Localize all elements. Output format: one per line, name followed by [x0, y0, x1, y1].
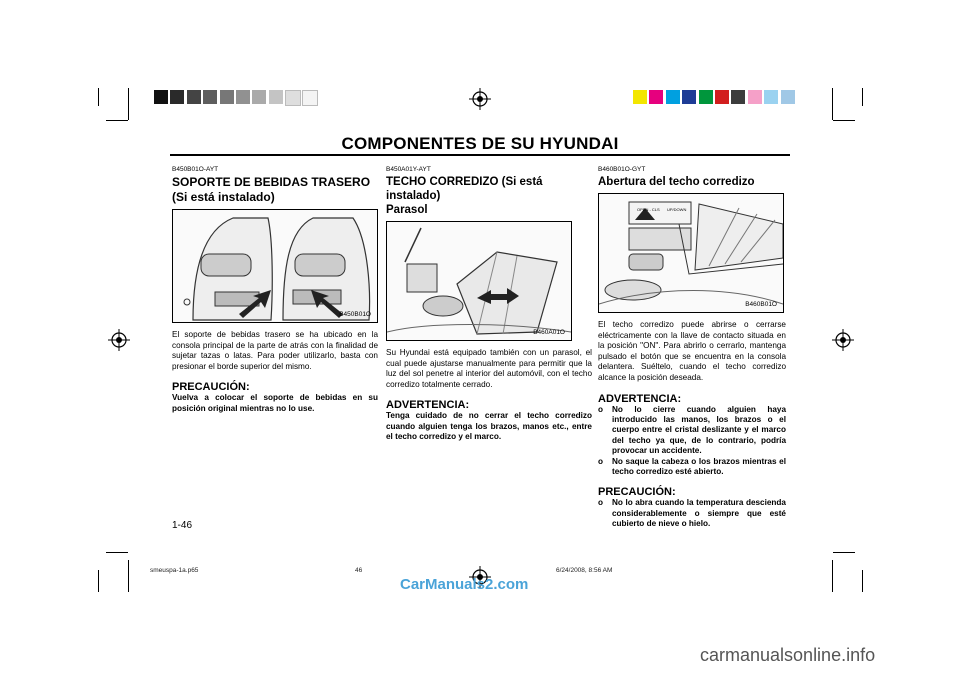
color-swatch — [649, 90, 663, 104]
crop-mark — [128, 88, 129, 120]
color-swatch — [748, 90, 762, 104]
crop-mark — [98, 570, 99, 592]
middle-column — [386, 166, 592, 443]
watermark-carmanuals2[interactable]: CarManuals2.com — [400, 576, 529, 593]
image-caption: B450B01O — [339, 311, 371, 318]
cup-holder-drawing — [173, 210, 377, 322]
header-divider — [170, 154, 790, 156]
sunshade-drawing — [387, 222, 571, 340]
right-column — [598, 166, 786, 530]
color-swatch — [252, 90, 266, 104]
page-number: 1-46 — [172, 520, 193, 531]
body-paragraph: El techo corredizo puede abrirse o cerrarse eléctricamente con la llave de contacto situada en la posición "ON". Para abrirlo o cerrarlo, mantenga pulsado el botón que se encuentra en la consola delantera. Suéltelo, cuando el techo corredizo alcance la posición deseada. — [598, 320, 786, 382]
color-swatch — [302, 90, 318, 106]
sunroof-switch-drawing — [599, 194, 783, 312]
crop-mark — [832, 88, 833, 120]
section-heading: Abertura del techo corredizo — [598, 176, 755, 188]
crop-mark — [98, 88, 99, 106]
watermark-carmanualsonline[interactable]: carmanualsonline.info — [700, 645, 876, 665]
list-item — [598, 405, 786, 457]
color-swatch — [220, 90, 234, 104]
color-swatch — [269, 90, 283, 104]
bullet-mark: o — [598, 498, 604, 508]
color-swatch — [699, 90, 713, 104]
footer-date: 6/24/2008, 8:56 AM — [556, 567, 613, 574]
left-column — [172, 166, 378, 414]
cup-holder-illustration — [172, 209, 378, 323]
color-swatch — [682, 90, 696, 104]
crop-mark — [128, 560, 129, 592]
section-heading: SOPORTE DE BEBIDAS TRASERO — [172, 175, 371, 189]
bullet-mark: o — [598, 456, 604, 466]
list-item — [598, 457, 786, 478]
bullet-mark: o — [598, 404, 604, 414]
color-swatch — [781, 90, 795, 104]
list-item — [598, 498, 786, 529]
list-item-text: No lo cierre cuando alguien haya introducido las manos, los brazos o el cuerpo entre el cristal deslizante y el marco del techo ya que, de lo contrario, podría provocar un accidente. — [612, 404, 786, 456]
color-swatch — [764, 90, 778, 104]
section-code: B460B01O-GYT — [598, 166, 646, 173]
crop-mark — [832, 560, 833, 592]
caution-text: Vuelva a colocar el soporte de bebidas en su posición original mientras no lo use. — [172, 393, 378, 413]
warning-list — [598, 405, 786, 478]
warning-title: ADVERTENCIA: — [386, 399, 470, 412]
footer-page: 46 — [355, 567, 363, 574]
section-subheading: Parasol — [386, 204, 428, 216]
registration-mark-icon — [469, 88, 491, 110]
image-caption: B460B01O — [745, 301, 777, 308]
sunshade-illustration — [386, 221, 572, 341]
section-heading: TECHO CORREDIZO (Si está instalado) — [386, 176, 543, 202]
caution-title: PRECAUCIÓN: — [598, 486, 676, 499]
crop-mark — [106, 552, 128, 553]
image-caption: B460A01O — [533, 329, 565, 336]
color-swatch — [666, 90, 680, 104]
list-item-text: No saque la cabeza o los brazos mientras el techo corredizo esté abierto. — [612, 456, 786, 476]
sunroof-switch-illustration — [598, 193, 784, 313]
list-item-text: No lo abra cuando la temperatura descienda considerablemente o siempre que esté cubierto de nieve o hielo. — [612, 498, 786, 529]
crop-mark — [862, 570, 863, 592]
color-swatch — [170, 90, 184, 104]
section-code: B450A01Y-AYT — [386, 166, 431, 173]
crop-mark — [106, 120, 128, 121]
section-code: B450B01O-AYT — [172, 166, 219, 173]
color-swatch — [633, 90, 647, 104]
color-swatch — [203, 90, 217, 104]
color-swatch — [236, 90, 250, 104]
section-subheading: (Si está instalado) — [172, 190, 275, 204]
warning-title: ADVERTENCIA: — [598, 392, 682, 405]
color-swatch — [731, 90, 745, 104]
color-swatch — [154, 90, 168, 104]
color-swatch — [715, 90, 729, 104]
warning-text: Tenga cuidado de no cerrar el techo corredizo cuando alguien tenga los brazos, manos etc., entre el techo corredizo y el marco. — [386, 411, 592, 442]
switch-label-open: OPEN - CLS — [637, 207, 660, 212]
crop-mark — [862, 88, 863, 106]
color-swatch — [285, 90, 301, 106]
crop-mark — [833, 120, 855, 121]
page-title: COMPONENTES DE SU HYUNDAI — [341, 134, 619, 153]
body-paragraph: El soporte de bebidas trasero se ha ubicado en la consola principal de la parte de atrás con la finalidad de sujetar tazas o latas. Para poder utilizarlo, basta con presionar el borde superior del mismo. — [172, 330, 378, 371]
registration-mark-icon — [832, 329, 854, 351]
body-paragraph: Su Hyundai está equipado también con un parasol, el cual puede ajustarse manualmente para permitir que la luz del sol penetre al interior del automóvil, con el techo corredizo totalmente cerrado. — [386, 348, 592, 389]
caution-list — [598, 498, 786, 529]
registration-mark-icon — [108, 329, 130, 351]
caution-title: PRECAUCIÓN: — [172, 381, 250, 394]
color-swatch — [187, 90, 201, 104]
crop-mark — [833, 552, 855, 553]
switch-label-tilt: UP/DOWN — [667, 207, 687, 212]
footer-filename: smeuspa-1a.p65 — [150, 567, 199, 574]
